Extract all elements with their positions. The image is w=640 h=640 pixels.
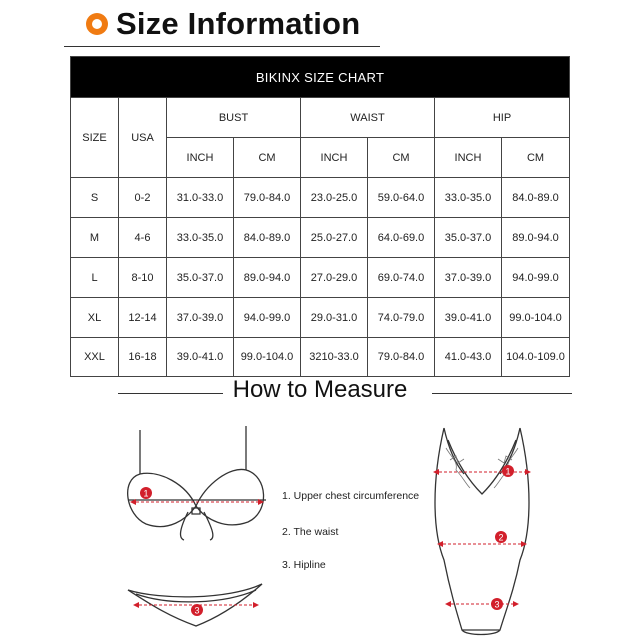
usa-cell: 12-14 (119, 298, 167, 338)
value-cell: 99.0-104.0 (502, 298, 570, 338)
step-hipline: 3. Hipline (282, 559, 326, 571)
marker-1 (502, 465, 514, 477)
chart-title: BIKINX SIZE CHART (71, 57, 570, 98)
usa-cell: 16-18 (119, 338, 167, 377)
header-usa: USA (119, 98, 167, 178)
bikini-top-icon (128, 426, 266, 540)
value-cell: 33.0-35.0 (167, 218, 234, 258)
size-cell: M (71, 218, 119, 258)
marker-label: 3 (194, 605, 200, 616)
value-cell: 41.0-43.0 (435, 338, 502, 377)
value-cell: 29.0-31.0 (301, 298, 368, 338)
value-cell: 23.0-25.0 (301, 178, 368, 218)
value-cell: 37.0-39.0 (435, 258, 502, 298)
value-cell: 104.0-109.0 (502, 338, 570, 377)
value-cell: 39.0-41.0 (435, 298, 502, 338)
header-waist: WAIST (301, 98, 435, 138)
unit-header: CM (368, 138, 435, 178)
value-cell: 35.0-37.0 (435, 218, 502, 258)
size-cell: L (71, 258, 119, 298)
value-cell: 94.0-99.0 (502, 258, 570, 298)
value-cell: 35.0-37.0 (167, 258, 234, 298)
step-upper-chest: 1. Upper chest circumference (282, 490, 420, 502)
value-cell: 69.0-74.0 (368, 258, 435, 298)
value-cell: 84.0-89.0 (502, 178, 570, 218)
size-cell: S (71, 178, 119, 218)
header-bust: BUST (167, 98, 301, 138)
usa-cell: 8-10 (119, 258, 167, 298)
page-title: Size Information (116, 6, 361, 41)
value-cell: 27.0-29.0 (301, 258, 368, 298)
marker-label: 2 (498, 532, 504, 543)
marker-3 (191, 604, 203, 616)
value-cell: 89.0-94.0 (502, 218, 570, 258)
header-size: SIZE (71, 98, 119, 178)
unit-header: CM (502, 138, 570, 178)
unit-header: CM (234, 138, 301, 178)
how-to-measure-title: How to Measure (232, 376, 408, 403)
value-cell: 74.0-79.0 (368, 298, 435, 338)
usa-cell: 0-2 (119, 178, 167, 218)
value-cell: 31.0-33.0 (167, 178, 234, 218)
usa-cell: 4-6 (119, 218, 167, 258)
marker-label: 3 (494, 599, 500, 610)
value-cell: 25.0-27.0 (301, 218, 368, 258)
marker-label: 1 (143, 488, 149, 499)
value-cell: 94.0-99.0 (234, 298, 301, 338)
value-cell: 37.0-39.0 (167, 298, 234, 338)
step-waist: 2. The waist (282, 526, 339, 538)
header-hip: HIP (435, 98, 570, 138)
value-cell: 59.0-64.0 (368, 178, 435, 218)
marker-1 (140, 487, 152, 499)
unit-header: INCH (167, 138, 234, 178)
marker-3 (491, 598, 503, 610)
unit-header: INCH (301, 138, 368, 178)
size-cell: XL (71, 298, 119, 338)
size-cell: XXL (71, 338, 119, 377)
value-cell: 79.0-84.0 (368, 338, 435, 377)
value-cell: 89.0-94.0 (234, 258, 301, 298)
value-cell: 39.0-41.0 (167, 338, 234, 377)
unit-header: INCH (435, 138, 502, 178)
marker-2 (495, 531, 507, 543)
value-cell: 99.0-104.0 (234, 338, 301, 377)
value-cell: 33.0-35.0 (435, 178, 502, 218)
value-cell: 84.0-89.0 (234, 218, 301, 258)
value-cell: 79.0-84.0 (234, 178, 301, 218)
value-cell: 3210-33.0 (301, 338, 368, 377)
value-cell: 64.0-69.0 (368, 218, 435, 258)
marker-label: 1 (505, 466, 511, 477)
